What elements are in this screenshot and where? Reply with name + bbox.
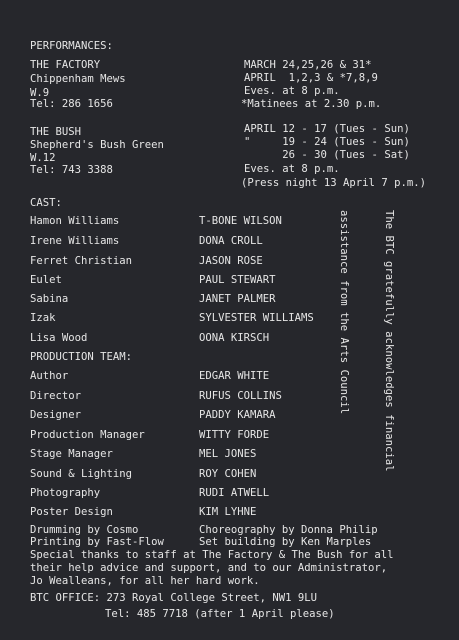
production-member: EDGAR WHITE bbox=[199, 370, 270, 382]
production-role: Designer bbox=[30, 409, 82, 421]
bush-name: THE BUSH bbox=[30, 126, 82, 138]
production-role: Poster Design bbox=[30, 506, 113, 518]
credit-printing: Printing by Fast-Flow bbox=[30, 536, 164, 548]
thanks-line3: Jo Wealleans, for all her hard work. bbox=[30, 575, 260, 587]
bush-dates-third: 26 - 30 (Tues - Sat) bbox=[244, 149, 410, 161]
cast-role: Sabina bbox=[30, 293, 69, 305]
production-member: MEL JONES bbox=[199, 448, 257, 460]
factory-telephone: Tel: 286 1656 bbox=[30, 98, 113, 110]
acknowledgement-line1: The BTC gratefully acknowledges financial bbox=[383, 210, 395, 472]
factory-matinee-time: *Matinees at 2.30 p.m. bbox=[241, 98, 382, 110]
performances-heading: PERFORMANCES: bbox=[30, 40, 113, 52]
factory-dates-april: APRIL 1,2,3 & *7,8,9 bbox=[244, 72, 378, 84]
production-member: WITTY FORDE bbox=[199, 429, 270, 441]
thanks-line1: Special thanks to staff at The Factory & The Bush for all bbox=[30, 549, 394, 561]
production-team-heading: PRODUCTION TEAM: bbox=[30, 351, 133, 363]
cast-role: Ferret Christian bbox=[30, 255, 133, 267]
production-role: Director bbox=[30, 390, 82, 402]
cast-heading: CAST: bbox=[30, 197, 62, 209]
cast-actor: T-BONE WILSON bbox=[199, 215, 282, 227]
production-member: PADDY KAMARA bbox=[199, 409, 276, 421]
factory-name: THE FACTORY bbox=[30, 59, 101, 71]
production-role: Stage Manager bbox=[30, 448, 113, 460]
factory-dates-march: MARCH 24,25,26 & 31* bbox=[244, 59, 372, 71]
credit-drumming: Drumming by Cosmo bbox=[30, 524, 139, 536]
cast-actor: PAUL STEWART bbox=[199, 274, 276, 286]
factory-address-line1: Chippenham Mews bbox=[30, 73, 126, 85]
cast-actor: JASON ROSE bbox=[199, 255, 263, 267]
production-member: ROY COHEN bbox=[199, 468, 257, 480]
bush-telephone: Tel: 743 3388 bbox=[30, 164, 113, 176]
cast-role: Irene Williams bbox=[30, 235, 120, 247]
cast-actor: DONA CROLL bbox=[199, 235, 263, 247]
production-role: Author bbox=[30, 370, 69, 382]
acknowledgement-line2: assistance from the Arts Council bbox=[338, 210, 350, 415]
production-role: Production Manager bbox=[30, 429, 145, 441]
bush-dates-second: " 19 - 24 (Tues - Sun) bbox=[244, 136, 410, 148]
production-role: Sound & Lighting bbox=[30, 468, 133, 480]
bush-address-line2: W.12 bbox=[30, 152, 56, 164]
cast-role: Izak bbox=[30, 312, 56, 324]
production-member: KIM LYHNE bbox=[199, 506, 257, 518]
cast-actor: OONA KIRSCH bbox=[199, 332, 270, 344]
production-member: RUDI ATWELL bbox=[199, 487, 270, 499]
cast-actor: JANET PALMER bbox=[199, 293, 276, 305]
cast-role: Lisa Wood bbox=[30, 332, 88, 344]
production-member: RUFUS COLLINS bbox=[199, 390, 282, 402]
factory-evening-time: Eves. at 8 p.m. bbox=[244, 85, 340, 97]
office-telephone: Tel: 485 7718 (after 1 April please) bbox=[105, 608, 335, 620]
factory-address-line2: W.9 bbox=[30, 87, 50, 99]
cast-actor: SYLVESTER WILLIAMS bbox=[199, 312, 314, 324]
bush-evening-time: Eves. at 8 p.m. bbox=[244, 163, 340, 175]
cast-role: Hamon Williams bbox=[30, 215, 120, 227]
credit-set-building: Set building by Ken Marples bbox=[199, 536, 372, 548]
bush-dates-first: APRIL 12 - 17 (Tues - Sun) bbox=[244, 123, 410, 135]
thanks-line2: their help advice and support, and to our Administrator, bbox=[30, 562, 388, 574]
production-role: Photography bbox=[30, 487, 101, 499]
bush-address-line1: Shepherd's Bush Green bbox=[30, 139, 164, 151]
cast-role: Eulet bbox=[30, 274, 62, 286]
acknowledgement-block bbox=[338, 210, 426, 500]
credit-choreography: Choreography by Donna Philip bbox=[199, 524, 378, 536]
office-address: BTC OFFICE: 273 Royal College Street, NW1 9LU bbox=[30, 592, 318, 604]
bush-press-night: (Press night 13 April 7 p.m.) bbox=[241, 177, 426, 189]
